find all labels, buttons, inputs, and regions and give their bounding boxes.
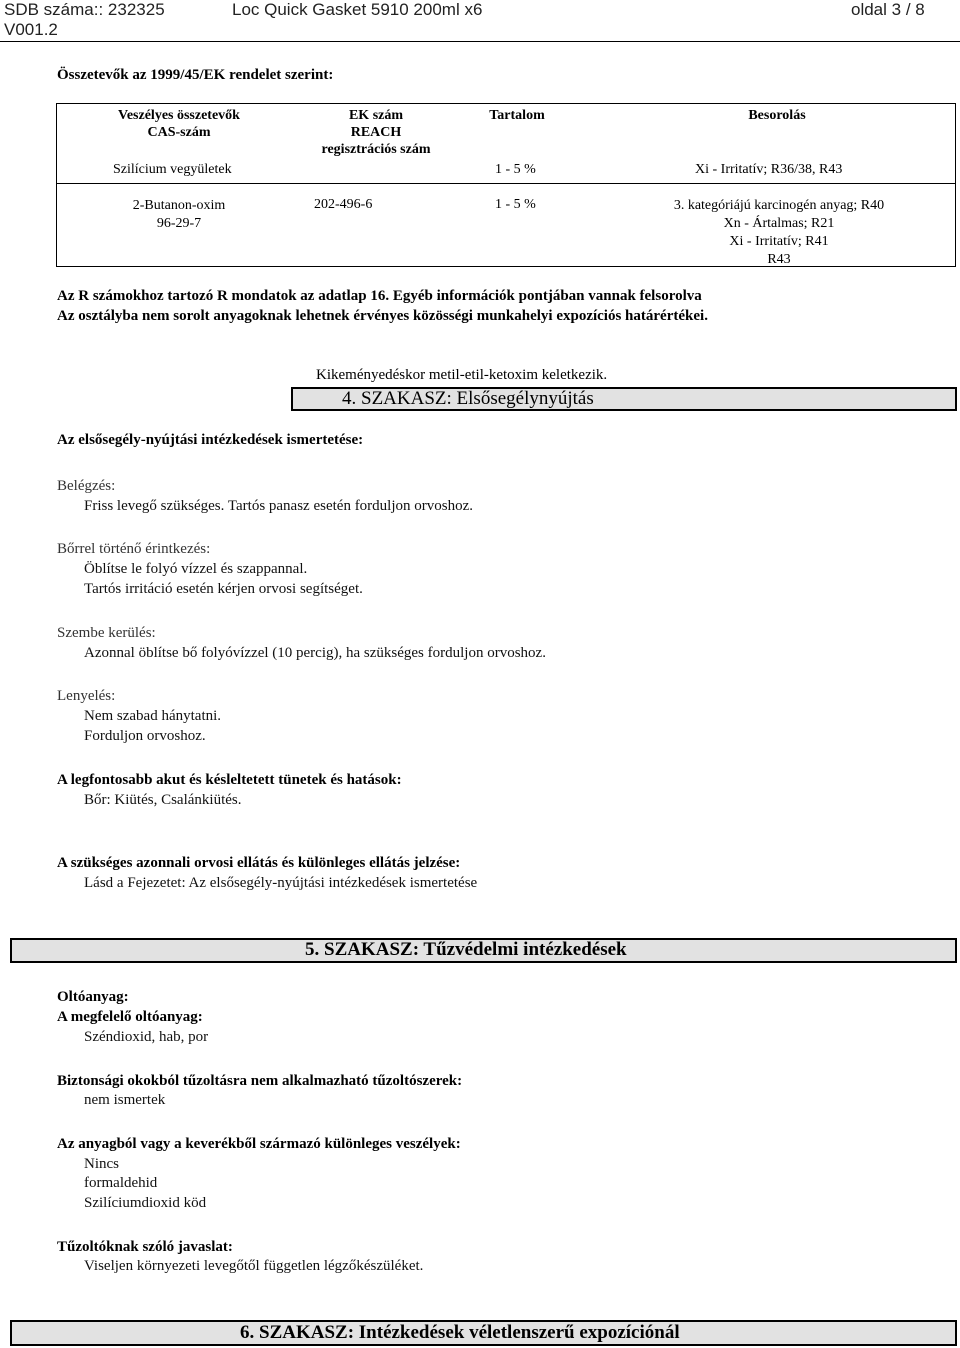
section5-title: 5. SZAKASZ: Tűzvédelmi intézkedések — [305, 939, 627, 960]
row2-ek: 202-496-6 — [314, 197, 373, 212]
composition-note-1: Az R számokhoz tartozó R mondatok az adatlap 16. Egyéb információk pontjában vannak felsorolva — [57, 288, 702, 304]
ingestion-label: Lenyelés: — [57, 688, 116, 704]
composition-title: Összetevők az 1999/45/EK rendelet szerint: — [57, 67, 334, 83]
media-title: Oltóanyag: — [57, 989, 129, 1005]
sdb-number: SDB száma:: 232325 — [4, 0, 165, 19]
version: V001.2 — [4, 20, 58, 39]
section4-title: 4. SZAKASZ: Elsősegélynyújtás — [342, 388, 594, 409]
header-divider — [0, 41, 960, 42]
inhalation-text: Friss levegő szükséges. Tartós panasz esetén forduljon orvoshoz. — [84, 498, 474, 514]
hazard-item: Szilíciumdioxid köd — [84, 1195, 207, 1211]
row2-content: 1 - 5 % — [495, 197, 536, 212]
skin-text-1: Öblítse le folyó vízzel és szappannal. — [84, 561, 308, 577]
section6-title: 6. SZAKASZ: Intézkedések véletlenszerű expozíciónál — [240, 1322, 680, 1343]
hazards-title: Az anyagból vagy a keverékből származó különleges veszélyek: — [57, 1136, 461, 1152]
hazard-item: Nincs — [84, 1156, 119, 1172]
page-number: oldal 3 / 8 — [851, 0, 925, 19]
unsuitable-media-text: nem ismertek — [84, 1092, 166, 1108]
suitable-media-title: A megfelelő oltóanyag: — [57, 1009, 203, 1025]
row1-classification: Xi - Irritatív; R36/38, R43 — [695, 162, 843, 177]
medical-text: Lásd a Fejezetet: Az elsősegély-nyújtási intézkedések ismertetése — [84, 875, 478, 891]
hazard-item: formaldehid — [84, 1175, 158, 1191]
ingestion-text-2: Forduljon orvoshoz. — [84, 728, 206, 744]
firefighter-advice-text: Viseljen környezeti levegőtől független légzőkészüléket. — [84, 1258, 424, 1274]
composition-table — [56, 103, 956, 267]
unsuitable-media-title: Biztonsági okokból tűzoltásra nem alkalmazható tűzoltószerek: — [57, 1073, 463, 1089]
row2-name: 2-Butanon-oxim 96-29-7 — [132, 198, 226, 231]
col-header-ek: EK szám REACH regisztrációs szám — [321, 108, 431, 157]
inhalation-label: Belégzés: — [57, 478, 116, 494]
product-name: Loc Quick Gasket 5910 200ml x6 — [232, 0, 483, 19]
curing-note: Kikeményedéskor metil-etil-ketoxim keletkezik. — [316, 367, 608, 383]
skin-text-2: Tartós irritáció esetén kérjen orvosi segítséget. — [84, 581, 363, 597]
suitable-media-text: Széndioxid, hab, por — [84, 1029, 209, 1045]
eye-label: Szembe kerülés: — [57, 625, 156, 641]
first-aid-subtitle: Az elsősegély-nyújtási intézkedések ismertetése: — [57, 432, 364, 448]
symptoms-title: A legfontosabb akut és késleltetett tünetek és hatások: — [57, 772, 402, 788]
row-divider — [57, 183, 955, 184]
medical-title: A szükséges azonnali orvosi ellátás és különleges ellátás jelzése: — [57, 855, 461, 871]
composition-note-2: Az osztályba nem sorolt anyagoknak lehetnek érvényes közösségi munkahelyi expozíciós határértékei. — [57, 308, 708, 324]
row1-name: Szilícium vegyületek — [113, 162, 232, 177]
col-header-hazardous: Veszélyes összetevők CAS-szám — [118, 108, 240, 140]
row2-classification: 3. kategóriájú karcinogén anyag; R40 Xn - Ártalmas; R21 Xi - Irritatív; R41 R43 — [673, 198, 885, 267]
col-header-classification: Besorolás — [748, 108, 806, 123]
firefighter-advice-title: Tűzoltóknak szóló javaslat: — [57, 1239, 233, 1255]
ingestion-text-1: Nem szabad hánytatni. — [84, 708, 222, 724]
skin-label: Bőrrel történő érintkezés: — [57, 541, 211, 557]
row1-content: 1 - 5 % — [495, 162, 536, 177]
symptoms-text: Bőr: Kiütés, Csalánkiütés. — [84, 792, 242, 808]
col-header-content: Tartalom — [489, 108, 545, 123]
eye-text: Azonnal öblítse bő folyóvízzel (10 percig), ha szükséges forduljon orvoshoz. — [84, 645, 546, 661]
